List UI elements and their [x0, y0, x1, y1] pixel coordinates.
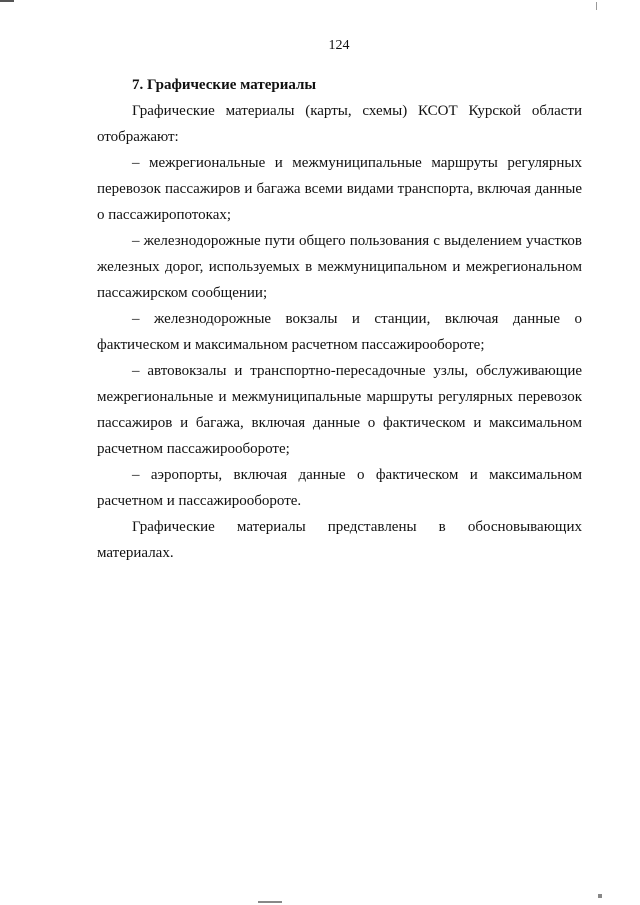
scan-artifact-top-left — [0, 0, 14, 2]
scan-artifact-bottom-right — [598, 894, 602, 898]
scan-artifact-top-right — [596, 2, 597, 10]
section-body — [97, 72, 582, 566]
list-item-bus-stations: – автовокзалы и транспортно-пересадочные узлы, обслуживающие межрегиональные и межмуниципальные маршруты регулярных перевозок пассажиров и багажа, включая данные о фактическом и максимальном расчетном пассажирообороте; — [97, 363, 582, 457]
section-heading: 7. Графические материалы — [132, 77, 317, 93]
scan-artifact-bottom — [258, 901, 282, 903]
intro-paragraph: Графические материалы (карты, схемы) КСОТ Курской области отображают: — [97, 103, 582, 145]
list-item-airports: – аэропорты, включая данные о фактическом и максимальном расчетном и пассажирообороте. — [97, 467, 582, 509]
list-item-railway-stations: – железнодорожные вокзалы и станции, включая данные о фактическом и максимальном расчетном пассажирообороте; — [97, 311, 582, 353]
page-number: 124 — [328, 38, 350, 53]
list-item-interregional-routes: – межрегиональные и межмуниципальные маршруты регулярных перевозок пассажиров и багажа всеми видами транспорта, включая данные о пассажиропотоках; — [97, 155, 582, 223]
closing-paragraph: Графические материалы представлены в обосновывающих материалах. — [97, 519, 582, 561]
list-item-railway-tracks: – железнодорожные пути общего пользования с выделением участков железных дорог, используемых в межмуниципальном и межрегиональном пассажирском сообщении; — [97, 233, 582, 301]
